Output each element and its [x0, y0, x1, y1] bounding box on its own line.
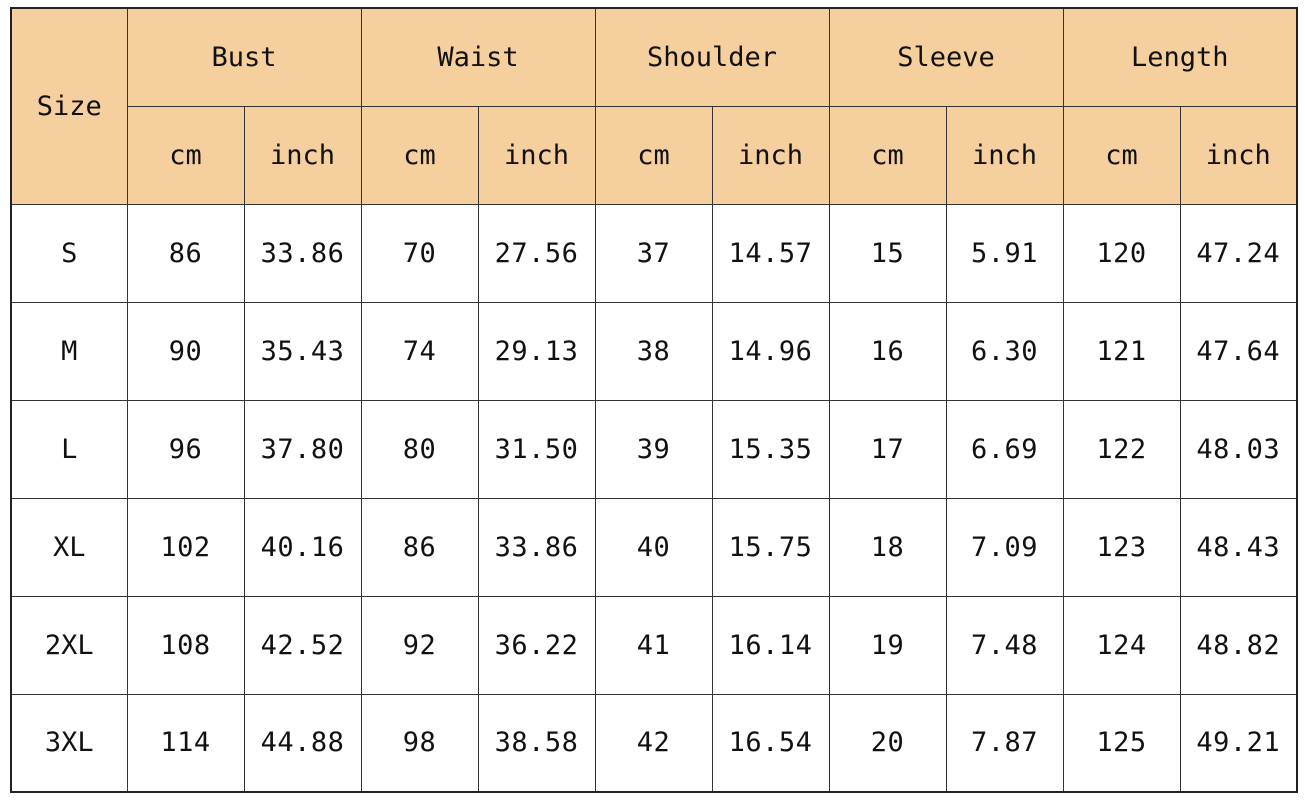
value-cell: 48.03 [1180, 400, 1297, 498]
value-cell: 92 [361, 596, 478, 694]
value-cell: 98 [361, 694, 478, 792]
unit-header-sleeve-inch: inch [946, 106, 1063, 204]
value-cell: 108 [127, 596, 244, 694]
value-cell: 7.09 [946, 498, 1063, 596]
value-cell: 6.69 [946, 400, 1063, 498]
value-cell: 14.96 [712, 302, 829, 400]
size-cell: M [11, 302, 127, 400]
value-cell: 15.75 [712, 498, 829, 596]
value-cell: 35.43 [244, 302, 361, 400]
value-cell: 74 [361, 302, 478, 400]
value-cell: 16.54 [712, 694, 829, 792]
size-cell: XL [11, 498, 127, 596]
value-cell: 124 [1063, 596, 1180, 694]
value-cell: 48.82 [1180, 596, 1297, 694]
value-cell: 121 [1063, 302, 1180, 400]
value-cell: 37.80 [244, 400, 361, 498]
unit-header-length-cm: cm [1063, 106, 1180, 204]
value-cell: 16 [829, 302, 946, 400]
table-row [11, 596, 1297, 694]
unit-header-length-inch: inch [1180, 106, 1297, 204]
table-row [11, 400, 1297, 498]
header-row-units [11, 106, 1297, 204]
value-cell: 125 [1063, 694, 1180, 792]
value-cell: 5.91 [946, 204, 1063, 302]
value-cell: 70 [361, 204, 478, 302]
unit-header-sleeve-cm: cm [829, 106, 946, 204]
size-cell: 2XL [11, 596, 127, 694]
value-cell: 20 [829, 694, 946, 792]
value-cell: 47.64 [1180, 302, 1297, 400]
value-cell: 48.43 [1180, 498, 1297, 596]
value-cell: 122 [1063, 400, 1180, 498]
group-header-shoulder: Shoulder [595, 8, 829, 106]
value-cell: 86 [361, 498, 478, 596]
value-cell: 39 [595, 400, 712, 498]
value-cell: 102 [127, 498, 244, 596]
value-cell: 16.14 [712, 596, 829, 694]
value-cell: 120 [1063, 204, 1180, 302]
table-row [11, 302, 1297, 400]
value-cell: 44.88 [244, 694, 361, 792]
size-cell: L [11, 400, 127, 498]
table-row [11, 498, 1297, 596]
group-header-waist: Waist [361, 8, 595, 106]
value-cell: 96 [127, 400, 244, 498]
value-cell: 14.57 [712, 204, 829, 302]
value-cell: 7.48 [946, 596, 1063, 694]
value-cell: 40 [595, 498, 712, 596]
value-cell: 36.22 [478, 596, 595, 694]
table-row [11, 694, 1297, 792]
unit-header-shoulder-cm: cm [595, 106, 712, 204]
value-cell: 7.87 [946, 694, 1063, 792]
size-chart-table [10, 7, 1298, 793]
value-cell: 33.86 [244, 204, 361, 302]
value-cell: 6.30 [946, 302, 1063, 400]
unit-header-shoulder-inch: inch [712, 106, 829, 204]
value-cell: 27.56 [478, 204, 595, 302]
unit-header-waist-inch: inch [478, 106, 595, 204]
value-cell: 19 [829, 596, 946, 694]
group-header-sleeve: Sleeve [829, 8, 1063, 106]
value-cell: 33.86 [478, 498, 595, 596]
size-cell: S [11, 204, 127, 302]
size-header: Size [11, 8, 127, 204]
group-header-length: Length [1063, 8, 1297, 106]
size-cell: 3XL [11, 694, 127, 792]
value-cell: 17 [829, 400, 946, 498]
value-cell: 42 [595, 694, 712, 792]
value-cell: 37 [595, 204, 712, 302]
value-cell: 38.58 [478, 694, 595, 792]
value-cell: 114 [127, 694, 244, 792]
value-cell: 31.50 [478, 400, 595, 498]
header-row-groups [11, 8, 1297, 106]
unit-header-bust-cm: cm [127, 106, 244, 204]
value-cell: 49.21 [1180, 694, 1297, 792]
value-cell: 80 [361, 400, 478, 498]
value-cell: 42.52 [244, 596, 361, 694]
value-cell: 18 [829, 498, 946, 596]
value-cell: 90 [127, 302, 244, 400]
value-cell: 47.24 [1180, 204, 1297, 302]
value-cell: 15.35 [712, 400, 829, 498]
table-row [11, 204, 1297, 302]
value-cell: 38 [595, 302, 712, 400]
unit-header-bust-inch: inch [244, 106, 361, 204]
value-cell: 123 [1063, 498, 1180, 596]
value-cell: 41 [595, 596, 712, 694]
value-cell: 15 [829, 204, 946, 302]
value-cell: 86 [127, 204, 244, 302]
value-cell: 29.13 [478, 302, 595, 400]
group-header-bust: Bust [127, 8, 361, 106]
unit-header-waist-cm: cm [361, 106, 478, 204]
value-cell: 40.16 [244, 498, 361, 596]
